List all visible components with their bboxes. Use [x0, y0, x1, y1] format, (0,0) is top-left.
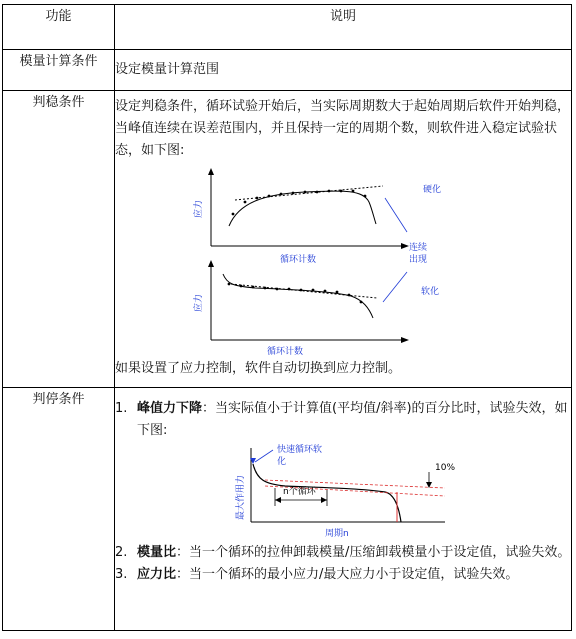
desc-stable [115, 91, 572, 388]
func-stable: 判稳条件 [3, 91, 115, 388]
softening-chart [192, 260, 439, 357]
connector-bottom [383, 272, 407, 302]
fast-soft-label-1: 快速循环软 [277, 445, 323, 455]
stress-control-note: 如果设置了应力控制，软件自动切换到应力控制。 [115, 361, 402, 376]
list-item-title: 峰值力下降 [137, 401, 203, 416]
connector-top [385, 198, 407, 232]
list-item-title: 模量比 [137, 545, 177, 560]
list-item [115, 398, 571, 442]
desc-stop [115, 388, 572, 631]
list-item [115, 542, 571, 564]
list-item-text: ：当实际值小于计算值(平均值/斜率)的百分比时，试验失效，如下图: [137, 401, 568, 438]
axis-x-label-top: 循环计数 [280, 255, 317, 265]
percent-label: 10% [435, 463, 456, 473]
list-item-text: ：当一个循环的拉伸卸载模量/压缩卸载模量小于设定值，试验失效。 [176, 545, 571, 560]
arrow-right-icon [321, 497, 327, 503]
table-row-stop [3, 388, 572, 631]
header-func: 功能 [3, 5, 115, 50]
func-stop: 判停条件 [3, 388, 115, 631]
arrow-right-icon [401, 337, 409, 343]
stable-description: 设定判稳条件，循环试验开始后，当实际周期数大于起始周期后软件开始判稳，当峰值连续在误差范围内，并且保持一定的周期个数，则软件进入稳定试验状态，如下图: [115, 99, 571, 158]
list-item [115, 564, 571, 586]
arrow-up-icon [208, 168, 214, 175]
hardening-label: 硬化 [423, 185, 442, 195]
fast-soft-label-2: 化 [277, 457, 287, 467]
header-desc: 说明 [115, 5, 572, 50]
list-number: 3. [115, 567, 128, 582]
table-row-model [3, 50, 572, 91]
axis-x-label: 周期n [325, 529, 349, 539]
hardening-chart [192, 168, 441, 265]
axis-y-label: 最大作用力 [236, 474, 246, 520]
list-number: 2. [115, 545, 128, 560]
stop-conditions-list-continued [115, 542, 571, 586]
spec-table [2, 4, 572, 631]
list-number: 1. [115, 401, 128, 416]
arrow-up-icon [208, 260, 214, 267]
list-item-text: ：当一个循环的最小应力/最大应力小于设定值，试验失效。 [176, 567, 519, 582]
arrow-left-icon [275, 497, 281, 503]
softening-curve [223, 274, 373, 318]
list-item-title: 应力比 [137, 567, 177, 582]
n-cycles-label: n个循环 [283, 487, 316, 497]
continuous-label-2: 出现 [409, 255, 428, 265]
hardening-curve [229, 191, 376, 226]
axis-y-label-bottom: 应力 [194, 293, 204, 312]
axis-x-label-bottom: 循环计数 [267, 347, 304, 357]
arrow-right-icon [401, 243, 409, 249]
continuous-label-1: 连续 [409, 243, 428, 253]
table-row-stable [3, 91, 572, 388]
desc-model: 设定模量计算范围 [115, 50, 572, 91]
fast-soft-pointer [255, 450, 273, 462]
axis-y-label-top: 应力 [194, 199, 204, 218]
stable-figure [115, 162, 545, 358]
table-header-row [3, 5, 572, 50]
func-model: 模量计算条件 [3, 50, 115, 91]
softening-label: 软化 [421, 287, 440, 297]
stop-conditions-list [115, 398, 571, 442]
peak-force-figure [115, 442, 545, 542]
